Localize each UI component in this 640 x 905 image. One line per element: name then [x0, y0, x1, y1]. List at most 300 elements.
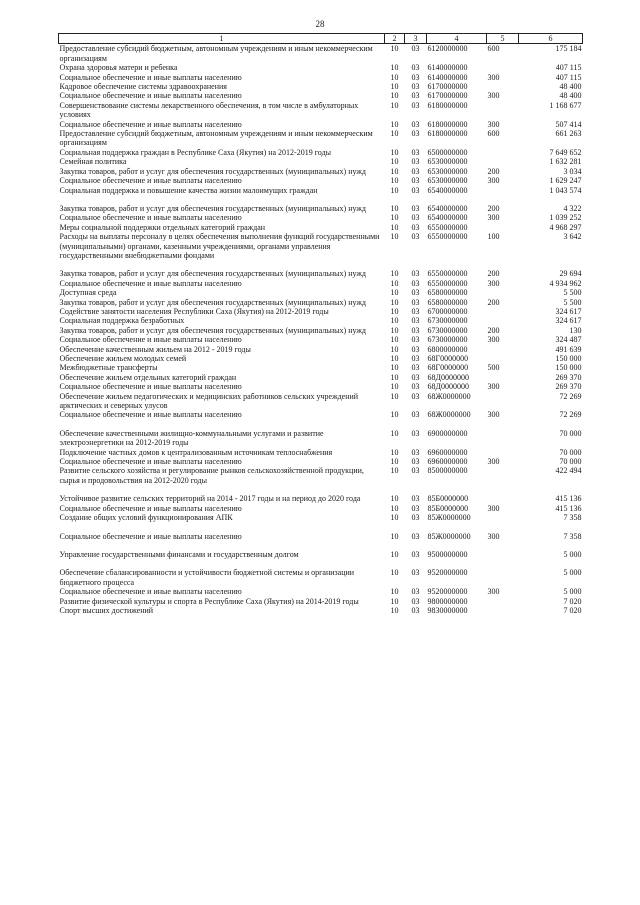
subsection-code-cell: 03	[411, 119, 420, 129]
target-article-cell: 6170000000	[427, 91, 468, 101]
target-article-cell: 6550000000	[427, 232, 468, 242]
expense-type-cell	[487, 345, 519, 354]
table-row	[59, 223, 583, 232]
item-name-cell: Социальное обеспечение и иные выплаты населению	[59, 503, 242, 513]
subsection-code-cell: 03	[411, 428, 420, 438]
target-article-cell: 6960000000	[427, 457, 468, 467]
expense-type-cell	[487, 373, 519, 382]
target-article-cell: 6170000000	[427, 82, 468, 92]
target-article-cell: 9520000000	[427, 568, 468, 578]
expense-type-cell	[487, 513, 519, 522]
table-row	[59, 466, 583, 485]
amount-cell: 269 370	[555, 382, 582, 392]
table-row	[59, 410, 583, 419]
section-code-cell: 10	[390, 278, 399, 288]
expense-type-cell	[487, 63, 519, 72]
section-code-cell: 10	[390, 549, 399, 559]
page-number: 28	[315, 19, 325, 29]
table-row	[59, 167, 583, 176]
item-name-cell: Закупка товаров, работ и услуг для обеспечения государственных (муниципальных) нужд	[59, 166, 366, 176]
spacer-cell	[59, 420, 583, 429]
table-row	[59, 326, 583, 335]
expense-type-cell	[487, 82, 519, 91]
table-row	[59, 213, 583, 222]
expense-type-cell: 300	[487, 587, 500, 597]
amount-cell: 48 400	[559, 82, 582, 92]
item-name-cell: Охрана здоровья матери и ребенка	[59, 63, 178, 73]
amount-cell: 70 000	[559, 457, 582, 467]
subsection-code-cell: 03	[411, 531, 420, 541]
expense-type-cell: 300	[487, 457, 500, 467]
target-article-cell: 6540000000	[427, 185, 468, 195]
expense-type-cell: 300	[487, 503, 500, 513]
expense-type-cell	[487, 316, 519, 325]
header-cell: 5	[487, 34, 519, 44]
target-article-cell: 6500000000	[427, 147, 468, 157]
target-article-cell: 6580000000	[427, 288, 468, 298]
table-row	[59, 288, 583, 297]
section-code-cell: 10	[390, 503, 399, 513]
item-name-cell: Спорт высших достижений	[59, 605, 154, 615]
target-article-cell: 6730000000	[427, 316, 468, 326]
section-code-cell: 10	[390, 457, 399, 467]
subsection-code-cell: 03	[411, 100, 420, 110]
section-code-cell: 10	[390, 596, 399, 606]
amount-cell: 269 370	[555, 372, 582, 382]
expense-type-cell: 200	[487, 325, 500, 335]
table-row	[59, 157, 583, 166]
target-article-cell: 68Ж0000000	[427, 410, 471, 420]
amount-cell: 4 968 297	[549, 222, 582, 232]
section-code-cell: 10	[390, 269, 399, 279]
item-name-cell: Предоставление субсидий бюджетным, автономным учреждениям и иным некоммерческим организациям	[59, 44, 373, 63]
item-name-cell: Социальное обеспечение и иные выплаты населению	[59, 335, 242, 345]
header-cell: 4	[427, 34, 487, 44]
expense-type-cell: 200	[487, 297, 500, 307]
expense-type-cell	[487, 597, 519, 606]
subsection-code-cell: 03	[411, 372, 420, 382]
section-code-cell: 10	[390, 447, 399, 457]
section-code-cell: 10	[390, 297, 399, 307]
subsection-code-cell: 03	[411, 288, 420, 298]
expense-type-cell: 300	[487, 72, 500, 82]
table-row	[59, 73, 583, 82]
expense-type-cell	[487, 606, 519, 615]
target-article-cell: 9500000000	[427, 549, 468, 559]
item-name-cell: Социальное обеспечение и иные выплаты населению	[59, 91, 242, 101]
table-row	[59, 316, 583, 325]
target-article-cell: 6550000000	[427, 222, 468, 232]
expense-type-cell	[487, 448, 519, 457]
subsection-code-cell: 03	[411, 316, 420, 326]
section-code-cell: 10	[390, 119, 399, 129]
amount-cell: 70 000	[559, 428, 582, 438]
subsection-code-cell: 03	[411, 354, 420, 363]
amount-cell: 5 500	[563, 288, 582, 298]
section-code-cell: 10	[390, 466, 399, 476]
section-code-cell: 10	[390, 363, 399, 373]
amount-cell: 407 115	[555, 72, 582, 82]
target-article-cell: 6530000000	[427, 157, 468, 167]
item-name-cell: Социальное обеспечение и иные выплаты населению	[59, 382, 242, 392]
amount-cell: 1 629 247	[549, 176, 582, 186]
expense-type-cell	[487, 392, 519, 411]
section-code-cell: 10	[390, 63, 399, 73]
amount-cell: 1 039 252	[549, 213, 582, 223]
expense-type-cell: 200	[487, 166, 500, 176]
section-code-cell: 10	[390, 288, 399, 298]
item-name-cell: Доступная среда	[59, 288, 117, 298]
subsection-code-cell: 03	[411, 587, 420, 597]
table-row	[59, 494, 583, 503]
expense-type-cell: 300	[487, 119, 500, 129]
amount-cell: 324 487	[555, 335, 582, 345]
subsection-code-cell: 03	[411, 596, 420, 606]
subsection-code-cell: 03	[411, 213, 420, 223]
table-row	[59, 176, 583, 185]
amount-cell: 5 000	[563, 549, 582, 559]
item-name-cell: Социальное обеспечение и иные выплаты населению	[59, 213, 242, 223]
table-row	[59, 606, 583, 615]
target-article-cell: 68Д0000000	[427, 372, 469, 382]
item-name-cell: Закупка товаров, работ и услуг для обеспечения государственных (муниципальных) нужд	[59, 297, 366, 307]
spacer-cell	[59, 541, 583, 550]
expense-type-cell	[487, 466, 519, 485]
subsection-code-cell: 03	[411, 447, 420, 457]
subsection-code-cell: 03	[411, 382, 420, 392]
subsection-code-cell: 03	[411, 176, 420, 186]
spacer-row	[59, 260, 583, 269]
expense-type-cell	[487, 186, 519, 195]
item-name-cell: Обеспечение жильем педагогических и медицинских работников сельских учреждений арктических и северных улусов	[59, 391, 359, 411]
subsection-code-cell: 03	[411, 166, 420, 176]
amount-cell: 4 322	[563, 203, 582, 213]
item-name-cell: Социальное обеспечение и иные выплаты населению	[59, 72, 242, 82]
item-name-cell: Социальное обеспечение и иные выплаты населению	[59, 176, 242, 186]
table-row	[59, 363, 583, 372]
item-name-cell: Социальное обеспечение и иные выплаты населению	[59, 278, 242, 288]
table-row	[59, 532, 583, 541]
spacer-row	[59, 420, 583, 429]
amount-cell: 324 617	[555, 316, 582, 326]
subsection-code-cell: 03	[411, 503, 420, 513]
target-article-cell: 6140000000	[427, 72, 468, 82]
section-code-cell: 10	[390, 157, 399, 167]
section-code-cell: 10	[390, 232, 399, 242]
item-name-cell: Закупка товаров, работ и услуг для обеспечения государственных (муниципальных) нужд	[59, 203, 366, 213]
item-name-cell: Социальная поддержка граждан в Республике Саха (Якутия) на 2012-2019 годы	[59, 147, 332, 157]
spacer-cell	[59, 195, 583, 204]
spacer-cell	[59, 260, 583, 269]
target-article-cell: 68Ж0000000	[427, 391, 471, 401]
amount-cell: 1 632 281	[549, 157, 582, 167]
spacer-row	[59, 195, 583, 204]
subsection-code-cell: 03	[411, 222, 420, 232]
section-code-cell: 10	[390, 185, 399, 195]
header-cell: 6	[519, 34, 583, 44]
subsection-code-cell: 03	[411, 82, 420, 92]
item-name-cell: Расходы на выплаты персоналу в целях обеспечения выполнения функций государственными (муниципальными) органами, казенными учреждениями, органами управления государственными внебюджетными фондами	[59, 232, 380, 260]
expense-type-cell: 300	[487, 335, 500, 345]
table-row	[59, 382, 583, 391]
target-article-cell: 6580000000	[427, 297, 468, 307]
expense-type-cell	[487, 494, 519, 503]
expense-type-cell: 300	[487, 213, 500, 223]
expense-type-cell	[487, 568, 519, 587]
section-code-cell: 10	[390, 335, 399, 345]
section-code-cell: 10	[390, 382, 399, 392]
expense-type-cell	[487, 354, 519, 363]
item-name-cell: Кадровое обеспечение системы здравоохранения	[59, 82, 227, 92]
section-code-cell: 10	[390, 147, 399, 157]
subsection-code-cell: 03	[411, 466, 420, 476]
section-code-cell: 10	[390, 568, 399, 578]
table-body	[59, 44, 583, 615]
subsection-code-cell: 03	[411, 344, 420, 354]
expense-type-cell: 300	[487, 382, 500, 392]
subsection-code-cell: 03	[411, 494, 420, 504]
table-row	[59, 120, 583, 129]
target-article-cell: 6540000000	[427, 213, 468, 223]
target-article-cell: 6730000000	[427, 335, 468, 345]
expense-type-cell: 600	[487, 44, 500, 54]
expense-type-cell: 100	[487, 232, 500, 242]
expense-type-cell	[487, 550, 519, 559]
table-row	[59, 354, 583, 363]
amount-cell: 72 269	[559, 410, 582, 420]
table-row	[59, 148, 583, 157]
item-name-cell: Создание общих условий функционирования АПК	[59, 513, 233, 523]
target-article-cell: 8500000000	[427, 466, 468, 476]
subsection-code-cell: 03	[411, 457, 420, 467]
table-row	[59, 429, 583, 448]
table-row	[59, 550, 583, 559]
target-article-cell: 6700000000	[427, 306, 468, 316]
expense-type-cell	[487, 101, 519, 120]
target-article-cell: 6140000000	[427, 63, 468, 73]
header-cell: 1	[59, 34, 385, 44]
section-code-cell: 10	[390, 391, 399, 401]
table-row	[59, 448, 583, 457]
table-row	[59, 457, 583, 466]
section-code-cell: 10	[390, 325, 399, 335]
spacer-row	[59, 523, 583, 532]
target-article-cell: 6540000000	[427, 203, 468, 213]
amount-cell: 407 115	[555, 63, 582, 73]
item-name-cell: Социальное обеспечение и иные выплаты населению	[59, 531, 242, 541]
subsection-code-cell: 03	[411, 335, 420, 345]
expense-type-cell	[487, 157, 519, 166]
item-name-cell: Обеспечение жильем молодых семей	[59, 354, 187, 363]
subsection-code-cell: 03	[411, 306, 420, 316]
target-article-cell: 6530000000	[427, 166, 468, 176]
expense-type-cell	[487, 148, 519, 157]
table-row	[59, 186, 583, 195]
target-article-cell: 6120000000	[427, 44, 468, 54]
section-code-cell: 10	[390, 410, 399, 420]
section-code-cell: 10	[390, 531, 399, 541]
table-row	[59, 597, 583, 606]
target-article-cell: 6180000000	[427, 129, 468, 139]
target-article-cell: 9800000000	[427, 596, 468, 606]
target-article-cell: 85Ж0000000	[427, 513, 471, 523]
target-article-cell: 6550000000	[427, 269, 468, 279]
subsection-code-cell: 03	[411, 203, 420, 213]
subsection-code-cell: 03	[411, 91, 420, 101]
target-article-cell: 68Г0000000	[427, 363, 469, 373]
amount-cell: 7 020	[563, 605, 582, 615]
item-name-cell: Межбюджетные трансферты	[59, 363, 158, 373]
item-name-cell: Содействие занятости населения Республики Саха (Якутия) на 2012-2019 годы	[59, 306, 329, 316]
table-row	[59, 373, 583, 382]
target-article-cell: 6730000000	[427, 325, 468, 335]
amount-cell: 507 414	[555, 119, 582, 129]
section-code-cell: 10	[390, 166, 399, 176]
section-code-cell: 10	[390, 428, 399, 438]
table-row	[59, 269, 583, 278]
target-article-cell: 9520000000	[427, 587, 468, 597]
item-name-cell: Социальное обеспечение и иные выплаты населению	[59, 587, 242, 597]
section-code-cell: 10	[390, 513, 399, 523]
section-code-cell: 10	[390, 213, 399, 223]
table-header-row	[59, 34, 583, 44]
spacer-cell	[59, 485, 583, 494]
item-name-cell: Социальное обеспечение и иные выплаты населению	[59, 457, 242, 467]
spacer-row	[59, 541, 583, 550]
item-name-cell: Обеспечение качественным жильем на 2012 - 2019 годы	[59, 344, 251, 354]
expense-type-cell: 500	[487, 363, 500, 373]
table-row	[59, 513, 583, 522]
table-row	[59, 232, 583, 260]
spacer-cell	[59, 523, 583, 532]
expense-type-cell	[487, 429, 519, 448]
amount-cell: 415 136	[555, 494, 582, 504]
subsection-code-cell: 03	[411, 72, 420, 82]
section-code-cell: 10	[390, 72, 399, 82]
section-code-cell: 10	[390, 129, 399, 139]
table-row	[59, 345, 583, 354]
section-code-cell: 10	[390, 82, 399, 92]
item-name-cell: Устойчивое развитие сельских территорий на 2014 - 2017 годы и на период до 2020 года	[59, 494, 361, 504]
expense-type-cell: 300	[487, 410, 500, 420]
amount-cell: 3 034	[563, 166, 582, 176]
amount-cell: 7 020	[563, 596, 582, 606]
table-row	[59, 504, 583, 513]
subsection-code-cell: 03	[411, 269, 420, 279]
expense-type-cell: 300	[487, 176, 500, 186]
amount-cell: 7 358	[563, 531, 582, 541]
target-article-cell: 6530000000	[427, 176, 468, 186]
section-code-cell: 10	[390, 316, 399, 326]
section-code-cell: 10	[390, 354, 399, 363]
subsection-code-cell: 03	[411, 513, 420, 523]
section-code-cell: 10	[390, 344, 399, 354]
target-article-cell: 6900000000	[427, 428, 468, 438]
item-name-cell: Социальная поддержка и повышение качества жизни малоимущих граждан	[59, 185, 318, 195]
expense-type-cell	[487, 307, 519, 316]
amount-cell: 422 494	[555, 466, 582, 476]
amount-cell: 48 400	[559, 91, 582, 101]
amount-cell: 415 136	[555, 503, 582, 513]
subsection-code-cell: 03	[411, 549, 420, 559]
subsection-code-cell: 03	[411, 232, 420, 242]
section-code-cell: 10	[390, 100, 399, 110]
table-row	[59, 63, 583, 72]
section-code-cell: 10	[390, 587, 399, 597]
target-article-cell: 6800000000	[427, 344, 468, 354]
section-code-cell: 10	[390, 203, 399, 213]
amount-cell: 491 639	[555, 344, 582, 354]
table-row	[59, 587, 583, 596]
item-name-cell: Социальное обеспечение и иные выплаты населению	[59, 410, 242, 420]
subsection-code-cell: 03	[411, 325, 420, 335]
item-name-cell: Социальное обеспечение и иные выплаты населению	[59, 119, 242, 129]
table-row	[59, 392, 583, 411]
table-row	[59, 91, 583, 100]
section-code-cell: 10	[390, 306, 399, 316]
table-row	[59, 279, 583, 288]
target-article-cell: 85Б0000000	[427, 494, 469, 504]
item-name-cell: Закупка товаров, работ и услуг для обеспечения государственных (муниципальных) нужд	[59, 269, 366, 279]
table-row	[59, 44, 583, 63]
amount-cell: 72 269	[559, 391, 582, 401]
table-row	[59, 568, 583, 587]
target-article-cell: 6960000000	[427, 447, 468, 457]
item-name-cell: Предоставление субсидий бюджетным, автономным учреждениям и иным некоммерческим организациям	[59, 129, 373, 148]
amount-cell: 29 694	[559, 269, 582, 279]
amount-cell: 5 000	[563, 568, 582, 578]
spacer-cell	[59, 559, 583, 568]
subsection-code-cell: 03	[411, 605, 420, 615]
amount-cell: 7 358	[563, 513, 582, 523]
target-article-cell: 6180000000	[427, 100, 468, 110]
section-code-cell: 10	[390, 605, 399, 615]
item-name-cell: Закупка товаров, работ и услуг для обеспечения государственных (муниципальных) нужд	[59, 325, 366, 335]
item-name-cell: Обеспечение сбалансированности и устойчивости бюджетной системы и организации бюджетного процесса	[59, 568, 355, 587]
amount-cell: 150 000	[555, 354, 582, 363]
table-row	[59, 307, 583, 316]
table-row	[59, 298, 583, 307]
item-name-cell: Развитие сельского хозяйства и регулирование рынков сельскохозяйственной продукции, сырья и продовольствия на 2012-2020 годы	[59, 466, 364, 485]
subsection-code-cell: 03	[411, 157, 420, 167]
target-article-cell: 68Д0000000	[427, 382, 469, 392]
table-row	[59, 82, 583, 91]
amount-cell: 150 000	[555, 363, 582, 373]
amount-cell: 70 000	[559, 447, 582, 457]
section-code-cell: 10	[390, 372, 399, 382]
table-row	[59, 101, 583, 120]
amount-cell: 1 168 677	[549, 100, 582, 110]
item-name-cell: Обеспечение жильем отдельных категорий граждан	[59, 372, 237, 382]
subsection-code-cell: 03	[411, 391, 420, 401]
expense-type-cell: 300	[487, 278, 500, 288]
target-article-cell: 9830000000	[427, 605, 468, 615]
section-code-cell: 10	[390, 91, 399, 101]
amount-cell: 4 934 962	[549, 278, 582, 288]
budget-table	[58, 33, 583, 615]
subsection-code-cell: 03	[411, 278, 420, 288]
item-name-cell: Обеспечение качественными жилищно-коммунальными услугами и развитие электроэнергетики на 2012-2019 годы	[59, 428, 324, 448]
item-name-cell: Управление государственными финансами и государственным долгом	[59, 549, 299, 559]
item-name-cell: Совершенствование системы лекарственного обеспечения, в том числе в амбулаторных условиях	[59, 100, 359, 120]
subsection-code-cell: 03	[411, 147, 420, 157]
section-code-cell: 10	[390, 176, 399, 186]
table-row	[59, 335, 583, 344]
table-row	[59, 129, 583, 148]
target-article-cell: 6180000000	[427, 119, 468, 129]
amount-cell: 5 000	[563, 587, 582, 597]
amount-cell: 661 263	[555, 129, 582, 139]
